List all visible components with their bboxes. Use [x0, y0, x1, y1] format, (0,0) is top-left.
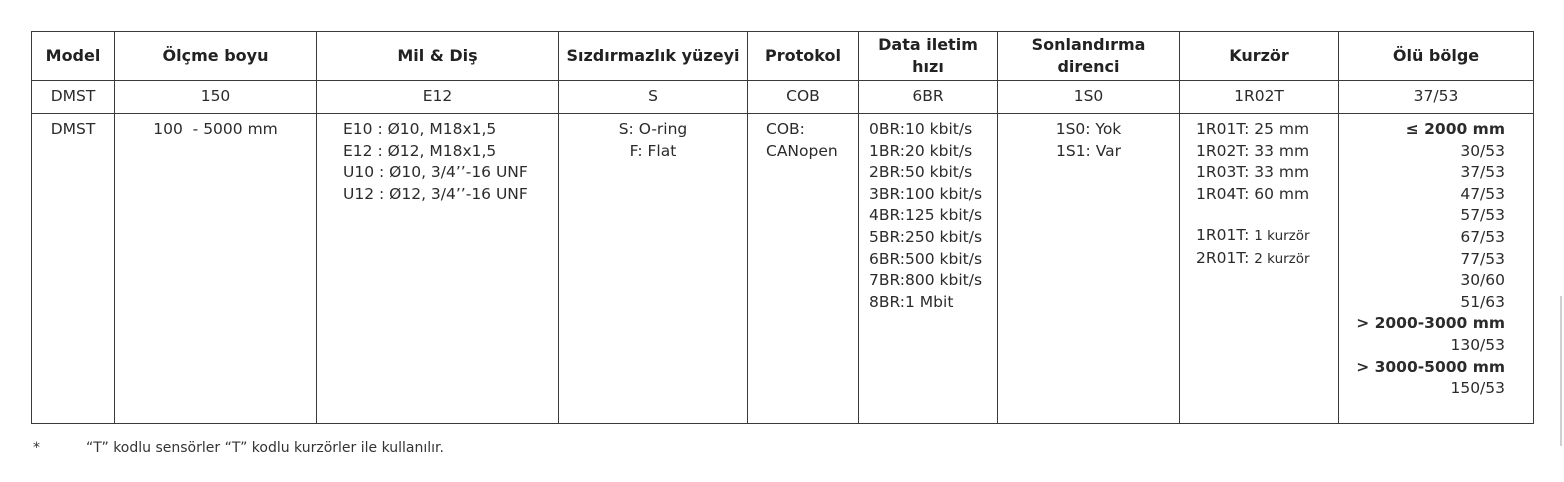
header-model: Model [32, 32, 115, 81]
cursor-length-option: 1R02T: 33 mm [1196, 141, 1310, 160]
header-sealing-surface: Sızdırmazlık yüzeyi [559, 32, 748, 81]
termination-option: 1S0: Yok [1055, 120, 1122, 138]
cursor-count-option [1196, 248, 1332, 271]
dead-zone-item: 57/53 [1460, 206, 1505, 225]
code-protocol: COB [748, 81, 859, 114]
header-cursor: Kurzör [1180, 32, 1339, 81]
dead-zone-item: 37/53 [1460, 163, 1505, 182]
cursor-count-option [1196, 225, 1332, 248]
seal-option: S: O-ring [618, 120, 688, 138]
header-protocol: Protokol [748, 32, 859, 81]
code-model: DMST [32, 81, 115, 114]
code-termination: 1S0 [998, 81, 1180, 114]
dead-zone-item: > 3000-5000 mm [1356, 357, 1505, 376]
dead-zone-item: 30/53 [1460, 141, 1505, 160]
shaft-option: E10 : Ø10, M18x1,5 [343, 120, 497, 138]
options-range [115, 114, 317, 424]
baud-option: 7BR:800 kbit/s [869, 271, 983, 290]
code-sealing-surface: S [559, 81, 748, 114]
code-measuring-length: 150 [115, 81, 317, 114]
options-shaft [317, 114, 559, 424]
protocol-option: CANopen [766, 141, 838, 160]
header-baud-rate: Data iletim hızı [859, 32, 998, 81]
cursor-length-option: 1R01T: 25 mm [1196, 120, 1310, 138]
options-protocol [748, 114, 859, 424]
options-baud [859, 114, 998, 424]
options-cursor [1180, 114, 1339, 424]
baud-option: 2BR:50 kbit/s [869, 163, 973, 182]
header-shaft-thread: Mil & Diş [317, 32, 559, 81]
baud-option: 3BR:100 kbit/s [869, 184, 983, 203]
code-shaft-thread: E12 [317, 81, 559, 114]
dead-zone-item: 77/53 [1460, 249, 1505, 268]
shaft-option: U10 : Ø10, 3/4’’-16 UNF [343, 163, 528, 182]
code-dead-zone: 37/53 [1339, 81, 1534, 114]
shaft-option: U12 : Ø12, 3/4’’-16 UNF [343, 184, 528, 203]
header-dead-zone: Ölü bölge [1339, 32, 1534, 81]
header-measuring-length: Ölçme boyu [115, 32, 317, 81]
options-dead-zone [1339, 114, 1534, 424]
baud-option: 1BR:20 kbit/s [869, 141, 973, 160]
options-model: DMST [32, 114, 115, 424]
dead-zone-item: 150/53 [1450, 379, 1505, 398]
options-seal [559, 114, 748, 424]
dead-zone-item: > 2000-3000 mm [1356, 314, 1505, 333]
footnote-text: “T” kodlu sensörler “T” kodlu kurzörler ile kullanılır. [86, 440, 444, 456]
code-baud-rate: 6BR [859, 81, 998, 114]
cursor-length-option: 1R04T: 60 mm [1196, 184, 1310, 203]
termination-option: 1S1: Var [1056, 141, 1121, 160]
cursor-count-desc: 1 kurzör [1254, 228, 1310, 245]
range-text: 100 - 5000 mm [153, 120, 278, 138]
cursor-count-desc: 2 kurzör [1254, 250, 1310, 267]
header-row [32, 32, 1534, 81]
scrollbar[interactable] [1560, 296, 1562, 446]
ordering-code-table [31, 31, 1534, 424]
options-row [32, 114, 1534, 424]
cursor-count-code: 2R01T: [1196, 248, 1255, 267]
cursor-count-code: 1R01T: [1196, 226, 1255, 245]
dead-zone-item: ≤ 2000 mm [1405, 120, 1505, 138]
spacer [1196, 205, 1332, 225]
baud-option: 6BR:500 kbit/s [869, 249, 983, 268]
baud-option: 4BR:125 kbit/s [869, 206, 983, 225]
dead-zone-item: 30/60 [1460, 271, 1505, 290]
shaft-option: E12 : Ø12, M18x1,5 [343, 141, 497, 160]
footnote-marker: * [33, 440, 40, 456]
cursor-length-option: 1R03T: 33 mm [1196, 163, 1310, 182]
dead-zone-item: 51/63 [1460, 292, 1505, 311]
baud-option: 0BR:10 kbit/s [869, 120, 973, 138]
dead-zone-item: 47/53 [1460, 184, 1505, 203]
baud-option: 8BR:1 Mbit [869, 292, 954, 311]
dead-zone-item: 130/53 [1450, 335, 1505, 354]
header-termination-resistor: Sonlandırma direnci [998, 32, 1180, 81]
example-code-row [32, 81, 1534, 114]
protocol-option: COB: [766, 120, 805, 138]
seal-option: F: Flat [629, 141, 677, 160]
dead-zone-item: 67/53 [1460, 227, 1505, 246]
code-cursor: 1R02T [1180, 81, 1339, 114]
options-termination [998, 114, 1180, 424]
baud-option: 5BR:250 kbit/s [869, 227, 983, 246]
